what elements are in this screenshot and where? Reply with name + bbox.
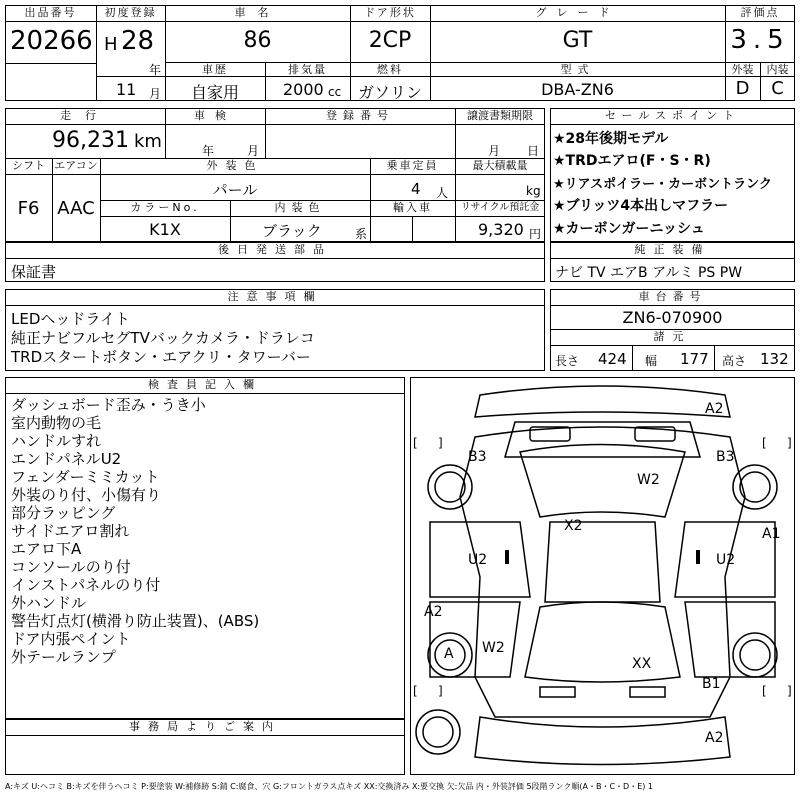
svg-text:[: [ [413,684,418,698]
later-parts-value: 保証書 [11,263,57,281]
damage-mark: W2 [482,640,505,656]
note-line: LEDヘッドライト [11,310,130,328]
displacement-label: 排気量 [288,63,327,76]
door-label: ドア形状 [364,6,416,19]
interior-label: 内装 [766,63,789,76]
load-unit: kg [526,184,541,198]
recycle-unit: 円 [529,227,542,241]
transfer-day-unit: 日 [527,144,540,158]
fuel: ガソリン [357,83,422,102]
interior-color: ブラック [262,222,322,240]
inspector-line: 外装のり付、小傷有り [11,486,162,504]
first-reg-label: 初度登録 [104,6,157,19]
svg-text:]: ] [438,684,443,698]
interior-color-unit: 系 [355,227,368,241]
capacity-unit: 人 [436,186,449,200]
transfer-month-unit: 月 [488,144,501,158]
fuel-label: 燃料 [377,63,403,76]
door-type: 2CP [368,28,412,53]
sales-point-item: ★28年後期モデル [553,131,669,147]
sales-point-item: ★TRDエアロ(F・S・R) [553,153,711,169]
inspector-line: インストパネルのり付 [11,576,161,594]
transfer-label: 譲渡書類期限 [467,109,533,122]
inspector-line: エンドパネルU2 [11,450,122,468]
load-label: 最大積載量 [472,159,528,172]
inspector-line: エアロ下A [11,540,82,558]
exterior-label: 外装 [731,63,754,76]
svg-text:]: ] [438,436,443,450]
plate-label: 登録番号 [326,109,394,122]
int-color-label: 内装色 [274,201,326,214]
svg-text:]: ] [787,436,792,450]
mileage-label: 走行 [60,109,110,122]
grade-label: グレード [535,6,620,19]
shift: F6 [17,198,40,219]
era: H [104,34,118,55]
car-name: 86 [243,28,272,53]
color-no: K1X [149,220,181,239]
displacement: 2000 [283,80,324,99]
mileage-unit: km [134,131,162,152]
specs-label: 諸元 [653,330,692,343]
color-no-label: カラーNo. [130,201,200,214]
ac-label: エアコン [54,159,98,172]
recycle-label: リサイクル預託金 [460,202,540,213]
inspector-line: 室内動物の毛 [11,414,102,432]
first-reg-month: 11 [116,80,137,99]
damage-mark: B1 [702,676,721,692]
note-line: 純正ナビフルセグTVバックカメラ・ドラレコ [11,329,315,347]
sales-point-item: ★リアスポイラー・カーボントランク [553,177,772,192]
history: 自家用 [190,83,239,102]
score: 3.5 [730,25,790,55]
note-line: TRDスタートボタン・エアクリ・タワーバー [11,348,311,366]
office-label: 事務局よりご案内 [129,720,281,733]
first-reg-year: 28 [121,26,155,56]
legend: A:キズ U:ヘコミ B:キズを伴うヘコミ P:要塗装 W:補修跡 S:錆 C:腐食、穴 G:フロントガラス点キズ XX:交換済み X:要交換 欠:欠品 内・外装評価 5段階ランク順(A・B・C・D・E) 1 [5,782,654,791]
width: 177 [680,350,709,368]
lot-no-label: 出品番号 [24,6,77,19]
capacity: 4 [411,180,421,198]
damage-mark: A2 [424,604,443,620]
length: 424 [598,350,627,368]
damage-mark: X2 [564,518,583,534]
damage-mark: A1 [762,526,781,542]
grade: GT [562,28,593,53]
history-label: 車歴 [202,63,228,76]
capacity-label: 乗車定員 [386,159,439,172]
year-unit: 年 [149,63,162,77]
inspector-line: 部分ラッピング [11,504,116,522]
inspector-line: ハンドルすれ [11,432,102,450]
displacement-unit: cc [328,85,342,99]
interior-score: C [771,78,784,99]
shift-label: シフト [12,159,45,172]
damage-mark: W2 [637,472,660,488]
damage-mark: A2 [705,730,724,746]
inspector-line: コンソールのり付 [11,558,131,576]
svg-text:[: [ [762,684,767,698]
later-parts-label: 後日発送部品 [218,243,332,256]
inspector-line: ドア内張ペイント [11,630,131,648]
inspector-line: サイドエアロ割れ [11,522,130,540]
score-label: 評価点 [740,6,780,19]
inspector-line: フェンダーミミカット [11,468,160,486]
month-unit: 月 [149,87,162,101]
inspector-line: ダッシュボード歪み・うき小 [11,396,206,414]
model-label: 型式 [560,63,595,76]
inspection-month-unit: 月 [247,144,260,158]
inspector-line: 警告灯点灯(横滑り防止装置)、(ABS) [11,612,260,630]
height-label: 高さ [722,354,747,368]
damage-mark: B3 [716,449,735,465]
ac: AAC [57,198,95,219]
inspector-line: 外ハンドル [11,594,87,612]
mileage: 96,231 [52,128,129,153]
import-label: 輸入車 [393,201,432,214]
sales-point-item: ★ブリッツ4本出しマフラー [553,198,729,214]
sales-point-item: ★カーボンガーニッシュ [553,221,705,237]
damage-mark: U2 [716,552,736,568]
inspection-label: 車検 [194,109,236,122]
svg-text:]: ] [787,684,792,698]
height: 132 [760,350,789,368]
length-label: 長さ [555,354,580,368]
damage-mark: B3 [468,449,487,465]
damage-mark: A2 [705,401,724,417]
inspector-line: 外テールランプ [11,648,116,666]
damage-mark: A [444,646,454,662]
svg-text:[: [ [762,436,767,450]
body-color: パール [212,181,258,199]
recycle-fee: 9,320 [478,220,524,239]
sales-points-label: セールスポイント [604,109,740,122]
damage-mark: XX [632,656,652,672]
exterior-score: D [735,78,750,99]
chassis-number: ZN6-070900 [622,308,723,327]
model-code: DBA-ZN6 [541,80,614,99]
inspection-year-unit: 年 [202,144,215,158]
lot-number: 20266 [10,26,93,56]
car-diagram [410,377,795,775]
width-label: 幅 [645,354,658,368]
inspector-label: 検査員記入欄 [148,378,262,391]
notes-label: 注意事項欄 [227,290,323,303]
chassis-label: 車台番号 [638,290,707,303]
color-label: 外装色 [206,159,264,172]
svg-text:[: [ [413,436,418,450]
car-name-label: 車名 [234,6,281,19]
damage-mark: U2 [468,552,488,568]
equipment-label: 純正装備 [634,243,711,256]
equipment-value: ナビ TV エアB アルミ PS PW [555,265,743,281]
